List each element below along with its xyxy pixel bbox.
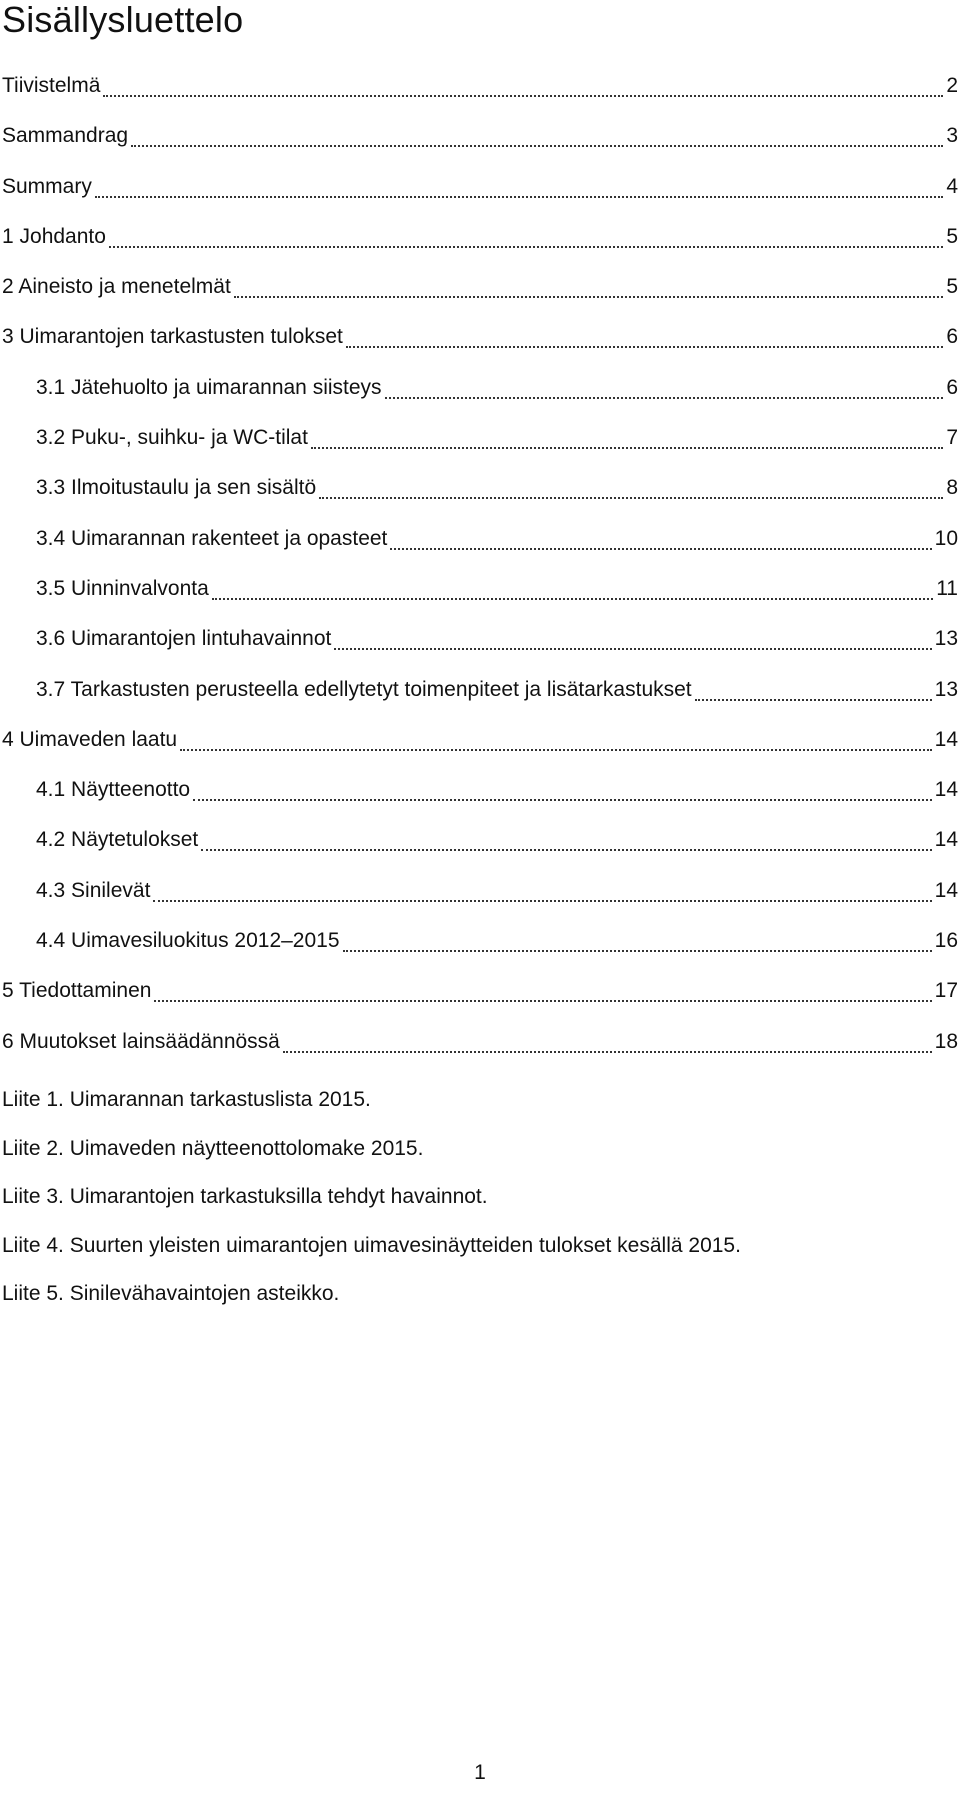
- toc-entry[interactable]: [2, 170, 958, 220]
- toc-entry-page-number: 16: [934, 929, 958, 953]
- dot-leader: [390, 522, 931, 550]
- toc-entry-page-number: 7: [946, 426, 958, 450]
- toc-entry-title: 3.2 Puku-, suihku- ja WC-tilat: [36, 426, 308, 450]
- dot-leader: [334, 622, 931, 650]
- toc-entry[interactable]: [2, 874, 958, 924]
- toc-entry-title: 4.3 Sinilevät: [36, 878, 151, 902]
- dot-leader: [193, 773, 932, 801]
- toc-entry[interactable]: [2, 69, 958, 119]
- dot-leader: [311, 421, 943, 449]
- toc-entry[interactable]: [2, 924, 958, 974]
- toc-entry-page-number: 11: [936, 576, 958, 600]
- toc-entry-title: 4.1 Näytteenotto: [36, 778, 191, 802]
- toc-entry-title: 3.4 Uimarannan rakenteet ja opasteet: [36, 526, 388, 550]
- toc-entry[interactable]: [2, 320, 958, 370]
- toc-entry-title: 4 Uimaveden laatu: [2, 727, 178, 751]
- toc-entry-title: 4.2 Näytetulokset: [36, 828, 199, 852]
- dot-leader: [212, 572, 933, 600]
- appendix-entry[interactable]: Liite 4. Suurten yleisten uimarantojen uimavesinäytteiden tulokset kesällä 2015.: [2, 1233, 741, 1257]
- toc-entry-page-number: 13: [934, 677, 958, 701]
- toc-entry-title: 6 Muutokset lainsäädännössä: [2, 1029, 280, 1053]
- toc-entry-page-number: 8: [946, 476, 958, 500]
- appendix-entry[interactable]: Liite 2. Uimaveden näytteenottolomake 2015.: [2, 1136, 424, 1160]
- dot-leader: [201, 823, 931, 851]
- appendix-entry[interactable]: Liite 3. Uimarantojen tarkastuksilla tehdyt havainnot.: [2, 1185, 488, 1208]
- dot-leader: [346, 320, 943, 348]
- toc-entry-title: 3.6 Uimarantojen lintuhavainnot: [36, 627, 332, 651]
- toc-entry[interactable]: [2, 673, 958, 723]
- toc-entry-title: 3 Uimarantojen tarkastusten tulokset: [2, 325, 343, 349]
- toc-entry-title: 4.4 Uimavesiluokitus 2012–2015: [36, 929, 340, 953]
- page-number: 1: [474, 1761, 486, 1784]
- toc-entry-title: 3.7 Tarkastusten perusteella edellytetyt toimenpiteet ja lisätarkastukset: [36, 677, 692, 701]
- toc-entry-title: 3.1 Jätehuolto ja uimarannan siisteys: [36, 375, 382, 399]
- toc-entry[interactable]: [2, 220, 958, 270]
- toc-entry[interactable]: [2, 773, 958, 823]
- toc-entry-page-number: 10: [934, 526, 958, 550]
- toc-entry-title: 2 Aineisto ja menetelmät: [2, 275, 231, 299]
- toc-entry-title: Sammandrag: [2, 124, 129, 148]
- dot-leader: [234, 270, 944, 298]
- toc-entry-page-number: 5: [946, 224, 958, 248]
- toc-entry-title: 5 Tiedottaminen: [2, 979, 152, 1003]
- dot-leader: [109, 220, 943, 248]
- dot-leader: [319, 471, 943, 499]
- toc-entry[interactable]: [2, 421, 958, 471]
- dot-leader: [131, 119, 943, 147]
- dot-leader: [103, 69, 943, 97]
- toc-entry-page-number: 5: [946, 275, 958, 299]
- toc-entry[interactable]: [2, 371, 958, 421]
- toc-entry-page-number: 3: [946, 124, 958, 148]
- table-of-contents: [2, 69, 958, 1075]
- toc-entry[interactable]: [2, 1025, 958, 1075]
- toc-entry[interactable]: [2, 522, 958, 572]
- toc-entry-title: Tiivistelmä: [2, 74, 101, 97]
- toc-entry-title: 3.5 Uinninvalvonta: [36, 576, 209, 600]
- dot-leader: [695, 673, 932, 701]
- toc-entry[interactable]: [2, 974, 958, 1024]
- toc-entry-page-number: 17: [934, 979, 958, 1003]
- toc-entry[interactable]: [2, 823, 958, 873]
- toc-entry[interactable]: [2, 572, 958, 622]
- dot-leader: [343, 924, 932, 952]
- dot-leader: [153, 874, 931, 902]
- toc-entry[interactable]: [2, 471, 958, 521]
- dot-leader: [154, 974, 931, 1002]
- toc-entry-page-number: 14: [934, 778, 958, 802]
- toc-entry-page-number: 4: [946, 174, 958, 198]
- toc-entry-page-number: 14: [934, 828, 958, 852]
- appendix-entry[interactable]: Liite 1. Uimarannan tarkastuslista 2015.: [2, 1088, 371, 1111]
- dot-leader: [180, 723, 932, 751]
- toc-entry[interactable]: [2, 723, 958, 773]
- toc-entry-title: 1 Johdanto: [2, 224, 106, 248]
- toc-entry[interactable]: [2, 119, 958, 169]
- toc-entry-page-number: 2: [946, 74, 958, 97]
- toc-entry[interactable]: [2, 270, 958, 320]
- toc-entry-page-number: 14: [934, 878, 958, 902]
- toc-entry-page-number: 6: [946, 375, 958, 399]
- toc-entry-page-number: 14: [934, 727, 958, 751]
- toc-entry[interactable]: [2, 622, 958, 672]
- toc-entry-page-number: 13: [934, 627, 958, 651]
- page-title: Sisällysluettelo: [2, 0, 244, 40]
- dot-leader: [283, 1025, 932, 1053]
- dot-leader: [385, 371, 944, 399]
- toc-entry-title: Summary: [2, 174, 92, 198]
- toc-entry-page-number: 6: [946, 325, 958, 349]
- toc-entry-title: 3.3 Ilmoitustaulu ja sen sisältö: [36, 476, 317, 500]
- appendix-list: [2, 1083, 741, 1326]
- dot-leader: [95, 170, 943, 198]
- toc-entry-page-number: 18: [934, 1029, 958, 1053]
- appendix-entry[interactable]: Liite 5. Sinilevähavaintojen asteikko.: [2, 1282, 340, 1305]
